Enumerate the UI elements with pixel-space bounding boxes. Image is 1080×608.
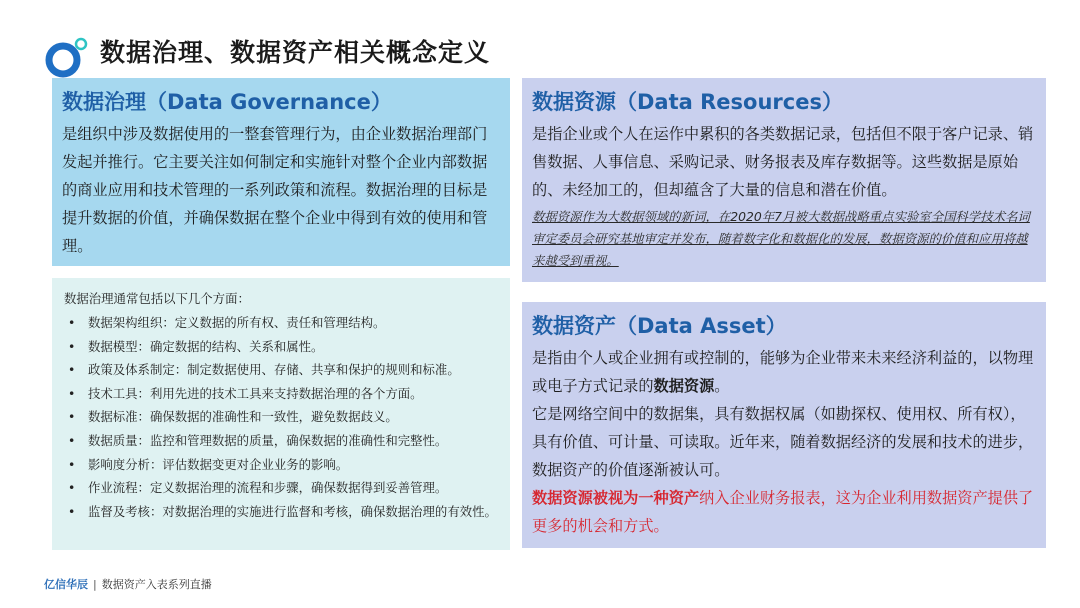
asset-definition: 是指由个人或企业拥有或控制的，能够为企业带来未来经济利益的，以物理或电子方式记录的数据资源。	[532, 349, 1034, 395]
governance-card	[52, 78, 510, 266]
asset-title: 数据资产	[532, 314, 616, 338]
series-name: 数据资产入表系列直播	[101, 578, 212, 591]
list-item: • 监督及考核：对数据治理的实施进行监督和考核，确保数据治理的有效性。	[68, 503, 497, 519]
resources-definition: 是指企业或个人在运作中累积的各类数据记录，包括但不限于客户记录、销售数据、人事信息、采购记录、财务报表及库存数据等。这些数据是原始的、未经加工的，但却蕴含了大量的信息和潜在价值。	[532, 125, 1034, 199]
governance-definition: 是组织中涉及数据使用的一整套管理行为，由企业数据治理部门发起并推行。它主要关注如何制定和实施针对整个企业内部数据的商业应用和技术管理的一系列政策和流程。数据治理的目标是提升数据的价值，并确保数据在整个企业中得到有效的使用和管理。	[62, 125, 488, 255]
list-item: • 数据模型：确定数据的结构、关系和属性。	[68, 338, 324, 354]
list-item: • 技术工具：利用先进的技术工具来支持数据治理的各个方面。	[68, 385, 423, 401]
governance-title: 数据治理	[62, 90, 146, 114]
list-item: • 数据标准：确保数据的准确性和一致性，避免数据歧义。	[68, 409, 398, 425]
list-item: • 数据质量：监控和管理数据的质量，确保数据的准确性和完整性。	[68, 432, 448, 448]
governance-aspects-card	[52, 278, 510, 550]
asset-heading	[532, 312, 1036, 340]
resources-note: 数据资源作为大数据领域的新词，在2020年7月被大数据战略重点实验室全国科学技术名词审定委员会研究基地审定并发布，随着数字化和数据化的发展，数据资源的价值和应用将越来越受到重视。	[532, 209, 1030, 268]
asset-highlight-strong: 数据资源被视为一种资产	[532, 489, 700, 507]
page-title: 数据治理、数据资产相关概念定义	[100, 38, 491, 67]
governance-heading	[62, 88, 500, 116]
resources-heading	[532, 88, 1036, 116]
governance-title-en: （Data Governance）	[146, 90, 392, 114]
data-resource-term: 数据资源	[653, 377, 715, 395]
aspects-intro: 数据治理通常包括以下几个方面：	[64, 291, 250, 306]
list-item: • 数据架构组织：定义数据的所有权、责任和管理结构。	[68, 315, 386, 330]
resources-title-en: （Data Resources）	[616, 90, 843, 114]
asset-title-en: （Data Asset）	[616, 314, 787, 338]
list-item: • 作业流程：定义数据治理的流程和步骤，确保数据得到妥善管理。	[68, 480, 448, 496]
resources-title: 数据资源	[532, 90, 616, 114]
list-item: • 影响度分析：评估数据变更对企业业务的影响。	[68, 456, 349, 472]
brand-logo: 亿信华辰	[44, 578, 88, 591]
asset-highlight: 数据资源被视为一种资产纳入企业财务报表，这为企业利用数据资产提供了更多的机会和方式。	[532, 489, 1034, 535]
resources-card	[522, 78, 1046, 282]
asset-card	[522, 302, 1046, 548]
footer: 亿信华辰 | 数据资产入表系列直播	[44, 578, 212, 591]
asset-description: 它是网络空间中的数据集，具有数据权属（如勘探权、使用权、所有权），具有价值、可计量、可读取。近年来，随着数据经济的发展和技术的进步，数据资产的价值逐渐被认可。	[532, 405, 1034, 479]
double-ring-icon	[44, 36, 88, 80]
aspects-list	[64, 311, 500, 523]
list-item: • 政策及体系制定：制定数据使用、存储、共享和保护的规则和标准。	[68, 362, 460, 378]
